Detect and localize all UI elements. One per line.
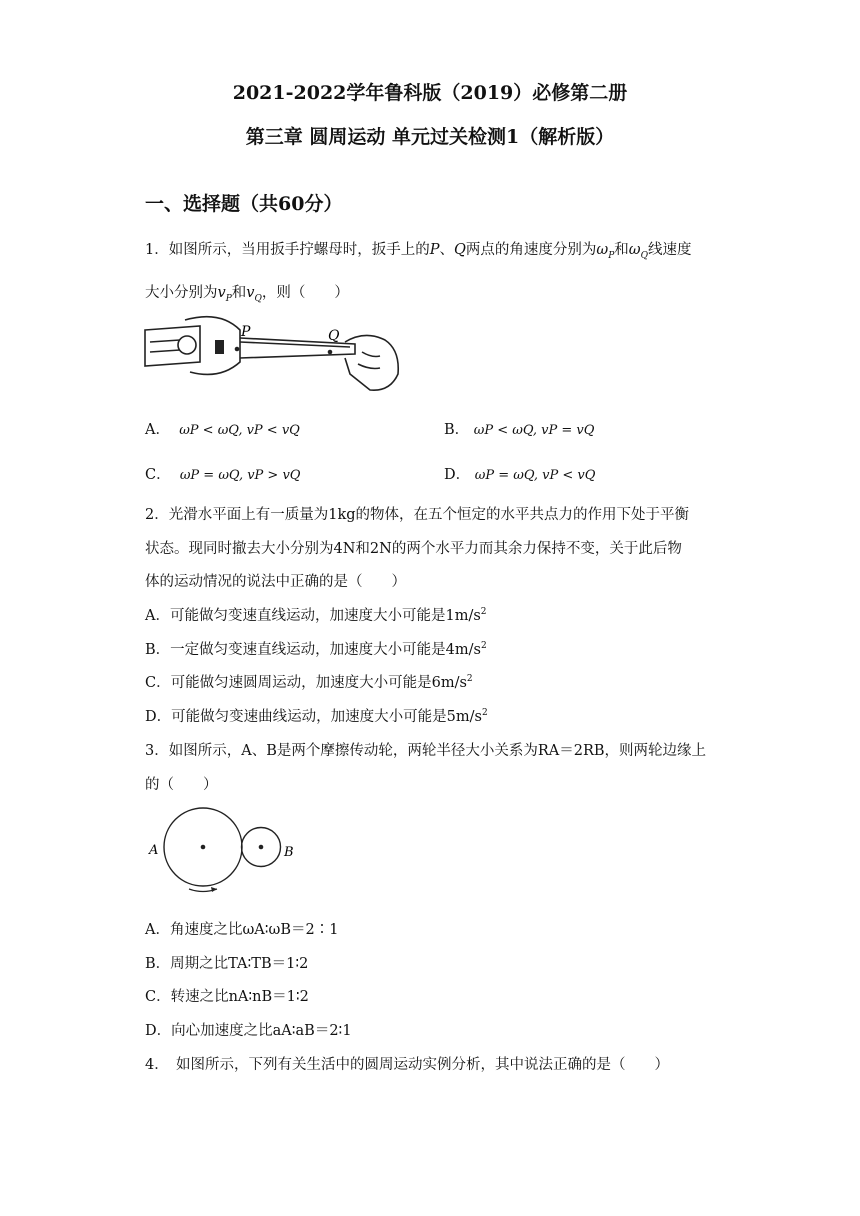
point-q	[328, 350, 333, 355]
label-p: P	[241, 324, 251, 340]
label-a: A	[149, 843, 159, 858]
q3-stem-line-2: 的（ ）	[145, 777, 218, 793]
q3-option-b[interactable]: B．周期之比TA∶TB＝1∶2	[145, 956, 309, 972]
q1-stem-line-2: 大小分别为$v_P$和$v_Q$，则（ ）	[145, 285, 349, 304]
q1-stem-line2-prefix: 大小分别为	[145, 285, 218, 301]
label-q: Q	[328, 328, 340, 344]
q1-stem-prefix: 1．如图所示，当用扳手拧螺母时，扳手上的	[145, 242, 430, 258]
title-line-2: 第三章 圆周运动 单元过关检测1（解析版）	[245, 126, 615, 148]
q1-option-a[interactable]: A． ωP < ωQ, vP < vQ	[145, 422, 300, 438]
q2-option-d[interactable]: D．可能做匀变速曲线运动，加速度大小可能是$5m/s^2$	[145, 708, 488, 725]
q3-stem-line-1: 3．如图所示，A、B是两个摩擦传动轮，两轮半径大小关系为RA＝2RB，则两轮边缘上	[145, 743, 707, 759]
friction-wheels-figure	[145, 804, 305, 896]
q2-option-c[interactable]: C．可能做匀速圆周运动，加速度大小可能是$6m/s^2$	[145, 674, 473, 691]
q3-option-c[interactable]: C．转速之比nA∶nB＝1∶2	[145, 989, 309, 1005]
q1-option-b-text: ωP < ωQ, vP = vQ	[473, 423, 595, 438]
label-b: B	[284, 845, 294, 860]
q1-option-b[interactable]: B． ωP < ωQ, vP = vQ	[444, 422, 595, 438]
q1-stem-line2-suffix: ，则（ ）	[261, 285, 349, 301]
wheel-a-center	[201, 845, 206, 850]
q2-stem-line-2: 状态。现同时撤去大小分别为4N和2N的两个水平力而其余力保持不变，关于此后物	[145, 541, 682, 557]
q1-option-a-text: ωP < ωQ, vP < vQ	[179, 423, 300, 438]
q2-stem-line-3: 体的运动情况的说法中正确的是（ ）	[145, 574, 406, 590]
q2-option-a[interactable]: A．可能做匀变速直线运动，加速度大小可能是$1m/s^2$	[145, 607, 487, 624]
q2-option-b[interactable]: B．一定做匀变速直线运动，加速度大小可能是$4m/s^2$	[145, 641, 487, 658]
arrowhead-icon	[211, 887, 217, 892]
q1-stem-suffix: 线速度	[648, 242, 692, 258]
q1-stem-mid: 两点的角速度分别为	[465, 242, 597, 258]
q3-option-a[interactable]: A．角速度之比ωA∶ωB＝2∶1	[145, 922, 339, 938]
q1-stem-line-1: 1．如图所示，当用扳手拧螺母时，扳手上的P、Q两点的角速度分别为$\omega_P$和$\omega_Q$线速度	[145, 242, 692, 261]
q1-option-c-text: ωP = ωQ, vP > vQ	[179, 468, 301, 483]
wrench-figure	[140, 312, 405, 400]
q4-stem-line-1: 4． 如图所示，下列有关生活中的圆周运动实例分析，其中说法正确的是（ ）	[145, 1057, 669, 1073]
q1-option-d-text: ωP = ωQ, vP < vQ	[474, 468, 596, 483]
q1-option-d[interactable]: D． ωP = ωQ, vP < vQ	[444, 467, 596, 483]
q3-option-d[interactable]: D．向心加速度之比aA∶aB＝2∶1	[145, 1023, 352, 1039]
q2-stem-line-1: 2．光滑水平面上有一质量为1kg的物体，在五个恒定的水平共点力的作用下处于平衡	[145, 507, 690, 523]
point-p	[235, 347, 240, 352]
q1-option-c[interactable]: C． ωP = ωQ, vP > vQ	[145, 467, 301, 483]
section-heading: 一、选择题（共60分）	[145, 193, 343, 215]
title-line-1: 2021-2022学年鲁科版（2019）必修第二册	[232, 82, 628, 104]
wheel-b-center	[259, 845, 264, 850]
nut-mark	[215, 340, 224, 354]
